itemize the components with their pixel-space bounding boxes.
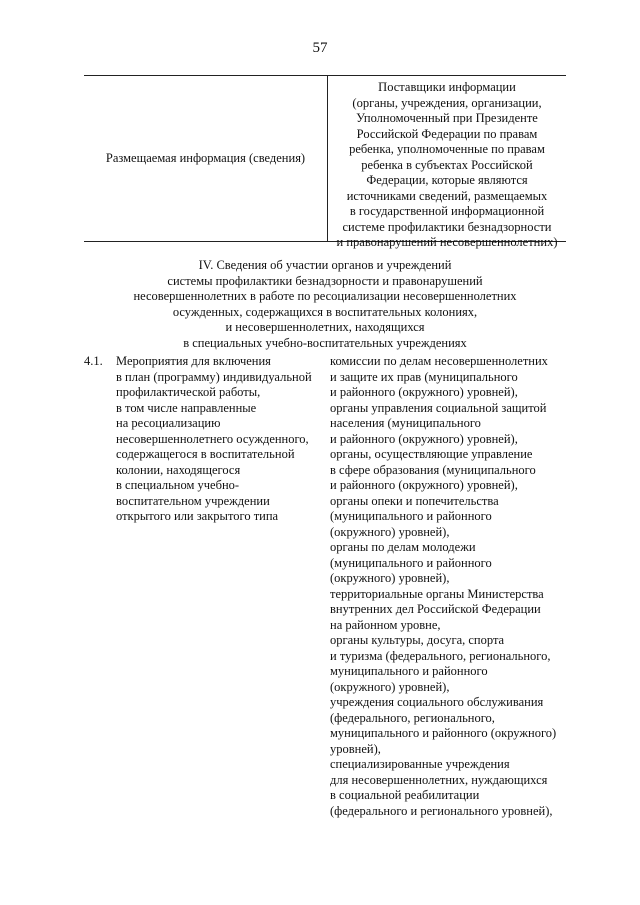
provider-line: органы опеки и попечительства xyxy=(330,493,499,508)
provider-line: учреждения социального обслуживания xyxy=(330,695,544,709)
provider-line: специализированные учреждения xyxy=(330,757,510,771)
provider-line: территориальные органы Министерства xyxy=(330,586,544,601)
column-header-information xyxy=(84,76,327,241)
provider-line: муниципального и районного xyxy=(330,664,488,678)
provider-line: и туризма (федерального, регионального, xyxy=(330,648,551,663)
section-title-line: и несовершеннолетних, находящихся xyxy=(225,320,425,334)
provider-line: органы культуры, досуга, спорта xyxy=(330,633,505,647)
information-line: содержащегося в воспитательной xyxy=(116,447,295,461)
provider-line: (федерального и регионального уровней), xyxy=(330,803,553,818)
providers-header-line: Федерации, которые являются xyxy=(366,173,528,187)
providers-header-line: ребенка в субъектах Российской xyxy=(361,157,533,172)
providers-header-line: в государственной информационной xyxy=(349,204,545,218)
provider-line: органы управления социальной защитой xyxy=(330,400,547,415)
providers-header-line: (органы, учреждения, организации, xyxy=(352,95,542,110)
provider-line: комиссии по делам несовершеннолетних xyxy=(330,354,548,368)
providers-header-line: ребенка, уполномоченные по правам xyxy=(349,142,545,156)
information-line: Мероприятия для включения xyxy=(116,354,271,368)
provider-line: (муниципального и районного xyxy=(330,555,492,570)
row-number: 4.1. xyxy=(84,354,103,368)
provider-line: и районного (окружного) уровней), xyxy=(330,431,518,446)
provider-line: и районного (окружного) уровней), xyxy=(330,385,518,399)
provider-line: уровней), xyxy=(330,741,381,756)
information-line: в план (программу) индивидуальной xyxy=(116,369,312,384)
provider-line: для несовершеннолетних, нуждающихся xyxy=(330,772,548,787)
provider-line: (федерального, регионального, xyxy=(330,710,495,725)
providers-header-line: системе профилактики безнадзорности xyxy=(342,219,552,234)
information-line: воспитательном учреждении xyxy=(116,493,270,508)
row-information-cell xyxy=(116,354,326,525)
provider-line: на районном уровне, xyxy=(330,617,441,632)
provider-line: внутренних дел Российской Федерации xyxy=(330,602,541,616)
section-title-line: системы профилактики безнадзорности и правонарушений xyxy=(167,273,483,288)
column-header-information-label: Размещаемая информация (сведения) xyxy=(105,150,306,165)
providers-header-line: Российской Федерации по правам xyxy=(356,126,538,141)
provider-line: в социальной реабилитации xyxy=(330,788,480,802)
provider-line: (окружного) уровней), xyxy=(330,571,450,585)
provider-line: (окружного) уровней), xyxy=(330,679,450,694)
providers-header-line: и правонарушений несовершеннолетних) xyxy=(336,235,558,249)
provider-line: (муниципального и районного xyxy=(330,509,492,523)
information-line: открытого или закрытого типа xyxy=(116,509,279,523)
provider-line: муниципального и районного (окружного) xyxy=(330,726,557,740)
provider-line: органы, осуществляющие управление xyxy=(330,447,533,461)
section-title-line: несовершеннолетних в работе по ресоциализации несовершеннолетних xyxy=(133,289,517,303)
providers-header-line: Поставщики информации xyxy=(378,80,516,94)
provider-line: в сфере образования (муниципального xyxy=(330,462,536,477)
section-title-line: осужденных, содержащихся в воспитательных колониях, xyxy=(172,304,478,319)
information-line: колонии, находящегося xyxy=(116,462,241,477)
row-providers-cell xyxy=(330,354,566,819)
section-title xyxy=(84,258,566,351)
information-line: на ресоциализацию xyxy=(116,416,221,430)
provider-line: населения (муниципального xyxy=(330,416,481,430)
information-line: в специальном учебно- xyxy=(116,478,240,492)
providers-header-line: источниками сведений, размещаемых xyxy=(346,188,548,203)
column-header-providers xyxy=(328,80,566,251)
information-line: несовершеннолетнего осужденного, xyxy=(116,431,309,446)
providers-header-line: Уполномоченный при Президенте xyxy=(356,111,538,125)
section-title-line: IV. Сведения об участии органов и учреждений xyxy=(198,258,452,272)
provider-line: и районного (окружного) уровней), xyxy=(330,478,518,492)
provider-line: и защите их прав (муниципального xyxy=(330,369,518,384)
provider-line: (окружного) уровней), xyxy=(330,524,450,539)
information-line: профилактической работы, xyxy=(116,385,261,399)
table-header xyxy=(84,75,566,249)
page-number: 57 xyxy=(312,40,328,56)
provider-line: органы по делам молодежи xyxy=(330,540,476,554)
information-line: в том числе направленные xyxy=(116,400,257,415)
section-title-line: в специальных учебно-воспитательных учреждениях xyxy=(183,335,467,350)
